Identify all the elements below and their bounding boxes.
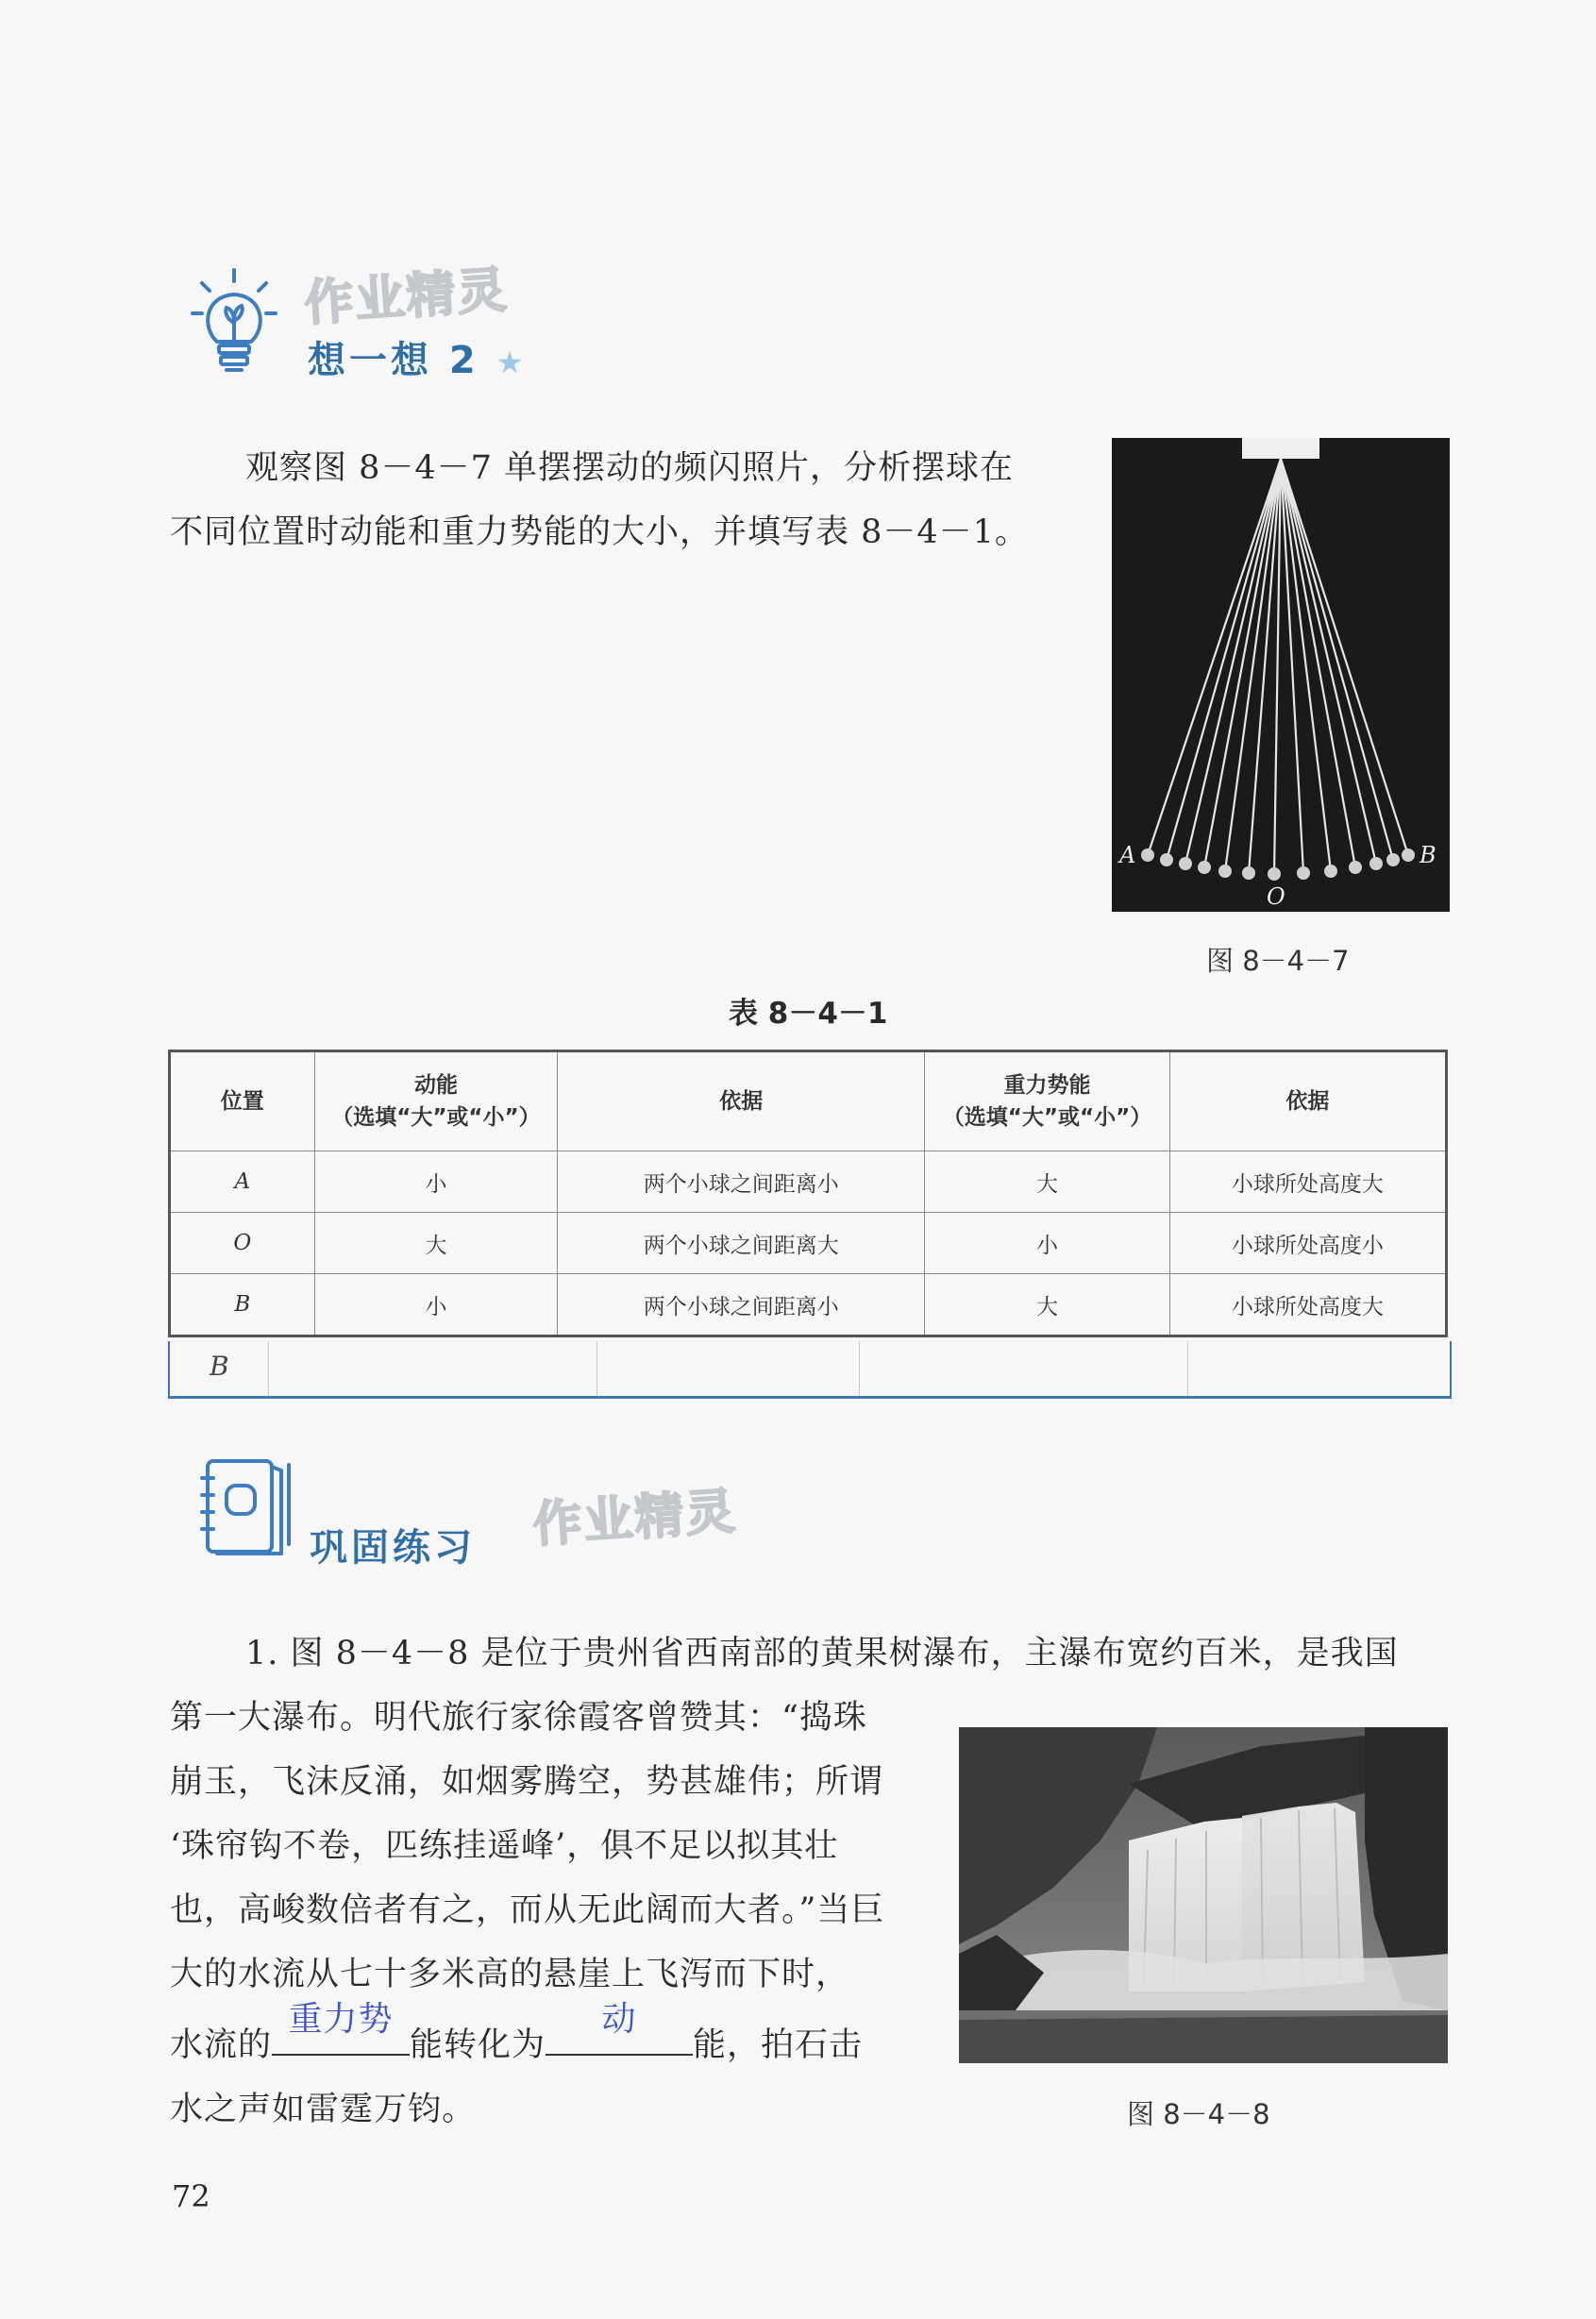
table-cell: 小 <box>314 1151 558 1213</box>
table-cell: 两个小球之间距离小 <box>558 1274 925 1336</box>
table-row <box>170 1274 1447 1336</box>
intro-paragraph <box>170 436 1114 564</box>
page-number: 72 <box>172 2178 210 2214</box>
exercise-line: 第一大瀑布。明代旅行家徐霞客曾赞其：“捣珠 <box>170 1699 867 1737</box>
table-cell: 两个小球之间距离大 <box>558 1213 925 1274</box>
table-cell: O <box>170 1213 315 1274</box>
table-cell: 小 <box>314 1274 558 1336</box>
section-title-practice: 巩固练习 <box>310 1526 476 1570</box>
table-header <box>314 1051 558 1151</box>
table-cell: 小 <box>925 1213 1170 1274</box>
intro-line-2: 不同位置时动能和重力势能的大小，并填写表 8－4－1。 <box>170 513 1029 551</box>
exercise-line: 崩玉，飞沫反涌，如烟雾腾空，势甚雄伟；所谓 <box>170 1763 884 1801</box>
exercise-line: ‘珠帘钩不卷，匹练挂遥峰’，俱不足以拟其壮 <box>170 1827 839 1865</box>
exercise-text: 能，拍石击 <box>693 2026 864 2064</box>
answer-blank-2[interactable] <box>546 2000 693 2056</box>
notebook-icon <box>194 1452 296 1561</box>
extra-row-label: B <box>210 1351 229 1382</box>
table-caption: 表 8－4－1 <box>729 997 888 1031</box>
handwritten-answer-1: 重力势 <box>288 2000 394 2039</box>
handwritten-answer-2: 动 <box>601 2000 637 2039</box>
table-header-row <box>170 1051 1447 1151</box>
table-cell: 大 <box>925 1151 1170 1213</box>
extra-row-divider <box>268 1341 269 1396</box>
intro-line-1: 观察图 8－4－7 单摆摆动的频闪照片，分析摆球在 <box>245 449 1015 487</box>
table-cell: 小球所处高度小 <box>1169 1213 1446 1274</box>
label-a: A <box>1119 842 1136 868</box>
table-header <box>925 1051 1170 1151</box>
lightbulb-icon <box>189 266 279 376</box>
pendulum-photo <box>1112 438 1450 912</box>
data-table <box>168 1050 1448 1337</box>
extra-row-divider <box>596 1341 597 1396</box>
label-b: B <box>1420 842 1436 868</box>
table-header: 重力势能 （选填“大”或“小”） <box>942 1073 1152 1130</box>
table-cell: 两个小球之间距离小 <box>558 1151 925 1213</box>
table-row <box>170 1213 1447 1274</box>
exercise-text: 能转化为 <box>410 2026 546 2064</box>
figure-caption-2: 图 8－4－8 <box>1127 2098 1270 2130</box>
section-title-text: 想一想 2 <box>308 339 479 382</box>
watermark: 作业精灵 <box>302 261 511 333</box>
watermark: 作业精灵 <box>530 1483 739 1554</box>
table-header: 依据 <box>1169 1051 1446 1151</box>
exercise-line: 也，高峻数倍者有之，而从无此阔而大者。”当巨 <box>170 1891 885 1929</box>
answer-blank-1[interactable] <box>272 2000 410 2056</box>
table-cell: 小球所处高度大 <box>1169 1274 1446 1336</box>
table-row <box>170 1151 1447 1213</box>
exercise-text: 水流的 <box>170 2026 273 2064</box>
extra-row-divider <box>1187 1341 1188 1396</box>
table-cell: 小球所处高度大 <box>1169 1151 1446 1213</box>
extra-row-divider <box>859 1341 860 1396</box>
star-icon: ★ <box>496 344 528 380</box>
exercise-fill-line <box>170 2000 944 2077</box>
exercise-line: 大的水流从七十多米高的悬崖上飞泻而下时， <box>170 1956 850 1993</box>
table-extra-row <box>168 1341 1452 1399</box>
section-title-think <box>308 330 527 384</box>
exercise-1-body <box>170 1686 944 2142</box>
table-cell: 大 <box>314 1213 558 1274</box>
table-header: 位置 <box>170 1051 315 1151</box>
table-header: 依据 <box>558 1051 925 1151</box>
table-header: 动能 （选填“大”或“小”） <box>331 1073 541 1130</box>
figure-caption-1: 图 8－4－7 <box>1206 945 1350 977</box>
waterfall-photo <box>959 1727 1448 2063</box>
exercise-1-first-line: 1. 图 8－4－8 是位于贵州省西南部的黄果树瀑布，主瀑布宽约百米，是我国 <box>245 1635 1399 1672</box>
table-cell: B <box>170 1274 315 1336</box>
table-cell: A <box>170 1151 315 1213</box>
label-o: O <box>1267 883 1285 910</box>
table-cell: 大 <box>925 1274 1170 1336</box>
exercise-line: 水之声如雷霆万钧。 <box>170 2091 477 2128</box>
